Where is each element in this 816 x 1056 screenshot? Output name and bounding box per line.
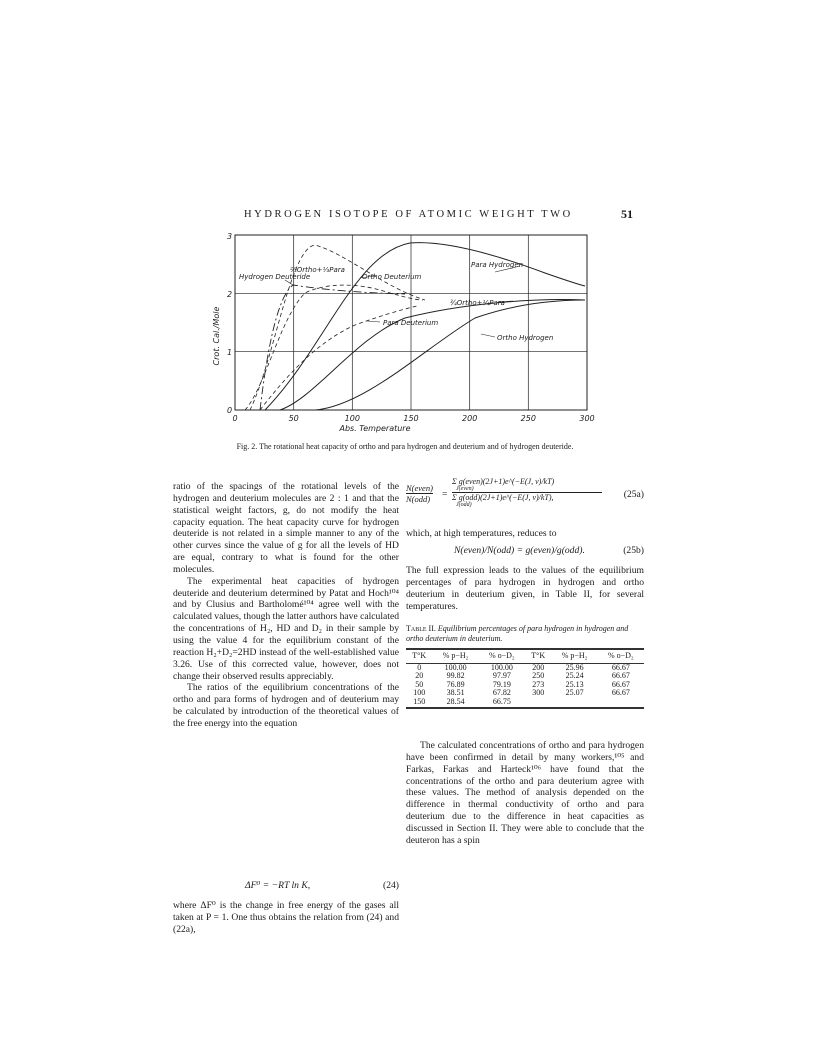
heat-capacity-figure — [205, 228, 605, 438]
paragraph: The ratios of the equilibrium concentrations of the ortho and para forms of hydrogen and of deuterium may be calculated by introduction of the theoretical values of the free energy into the equation — [173, 682, 399, 729]
x-tick: 50 — [288, 414, 299, 423]
x-tick: 300 — [579, 414, 595, 423]
paragraph: The full expression leads to the values of the equilibrium percentages of para hydrogen in hydrogen and ortho deuterium in deuterium given, in Table II, for several temperatures. — [406, 565, 644, 612]
right-column-text-3 — [406, 740, 644, 847]
label-ortho-d: Ortho Deuterium — [362, 273, 422, 281]
y-tick: 2 — [227, 290, 233, 299]
paragraph: where ΔF⁰ is the change in free energy of the gases all taken at P = 1. One thus obtains the relation from (24) and (22a), — [173, 900, 399, 935]
right-column-text-2 — [406, 565, 644, 612]
paragraph: ratio of the spacings of the rotational levels of the hydrogen and deuterium molecules are 2 : 1 and that the statistical weight factors, g, do not modify the heat capacity equation. The heat capacity curve for hydrogen deuteride is not related in a simple manner to any of the other curves since the value of g for all the levels of HD are equal, contrary to what is found for the other molecules. — [173, 481, 399, 575]
x-tick: 150 — [403, 414, 419, 423]
running-header: HYDROGEN ISOTOPE OF ATOMIC WEIGHT TWO — [244, 209, 573, 220]
x-tick-labels — [232, 414, 594, 423]
x-tick: 250 — [520, 414, 536, 423]
table-row: 20 99.82 97.97 250 25.24 66.67 — [415, 671, 630, 681]
table-caption: Table II. Equilibrium percentages of para hydrogen in hydrogen and ortho deuterium in deuterium. — [406, 624, 629, 643]
y-axis-label: Crot. Cal./Mole — [212, 306, 221, 366]
label-ortho-h: Ortho Hydrogen — [497, 334, 554, 342]
label-para-h: Para Hydrogen — [471, 261, 524, 269]
x-tick: 100 — [344, 414, 360, 423]
curve-ortho-hydrogen — [315, 300, 585, 410]
table-header-row: T°K % p−H₂ % o−D₂ T°K % p−H₂ % o−D₂ — [406, 649, 644, 663]
table-row: 150 28.54 66.75 — [413, 696, 511, 706]
table-row: 100 38.51 67.82 300 25.07 66.67 — [413, 688, 630, 698]
curve-ortho-para-hydrogen — [280, 300, 585, 410]
label-para-d: Para Deuterium — [383, 319, 439, 327]
page-number: 51 — [621, 207, 633, 221]
label-hydrogen-deuteride-1: Hydrogen Deuteride — [239, 273, 311, 281]
equilibrium-table — [406, 648, 644, 709]
left-column-text-2 — [173, 900, 399, 936]
equation-25a: N(even) N(odd) = Σ g(even)(2J+1)e^(−E(J, v)/kT) J(even) Σ g(odd)(2J+1)e^(−E(J, v)/kT), J(odd) (25a) — [406, 477, 644, 508]
x-tick: 0 — [232, 414, 238, 423]
right-column-text — [406, 528, 644, 540]
y-tick: 0 — [227, 406, 233, 415]
x-axis-label: Abs. Temperature — [339, 424, 411, 433]
figure-caption: Fig. 2. The rotational heat capacity of ortho and para hydrogen and deuterium and of hydrogen deuteride. — [236, 442, 574, 451]
table-row: 0 100.00 100.00 200 25.96 66.67 — [417, 662, 630, 672]
table-row: 50 76.89 79.19 273 25.13 66.67 — [415, 679, 630, 689]
x-tick: 200 — [462, 414, 478, 423]
paragraph: which, at high temperatures, reduces to — [406, 528, 557, 539]
left-column-text — [173, 481, 399, 730]
y-tick: 3 — [227, 232, 233, 241]
paragraph: The experimental heat capacities of hydrogen deuteride and deuterium determined by Patat and Hoch¹⁰⁴ and by Clusius and Bartholomé¹⁰⁴ agree well with the calculated values, though the latter authors have calculated the concentrations of H₂, HD and D₂ in their sample by using the value 4 for the equilibrium constant of the reaction H₂+D₂=2HD instead of the well-established value 3.26. Use of this corrected value, however, does not change their observed results appreciably. — [173, 575, 399, 682]
paragraph: The calculated concentrations of ortho and para hydrogen have been confirmed in detail by many workers,¹⁰⁵ and Farkas, Farkas and Harteck¹⁰⁶ have found that the concentrations of the ortho and para deuterium agree with these values. The method of analysis depended on the difference in thermal conductivity of ortho and para deuterium due to the difference in heat capacities as discussed in Section II. They were able to conclude that the deuteron has a spin — [406, 740, 644, 846]
label-ortho-para-h: ¾Ortho+¼Para — [450, 299, 505, 307]
y-tick: 1 — [227, 348, 233, 357]
curve-labels — [239, 261, 553, 342]
y-tick-labels — [227, 232, 232, 415]
label-ortho-para-d: ⅔Ortho+⅓Para — [290, 266, 345, 274]
